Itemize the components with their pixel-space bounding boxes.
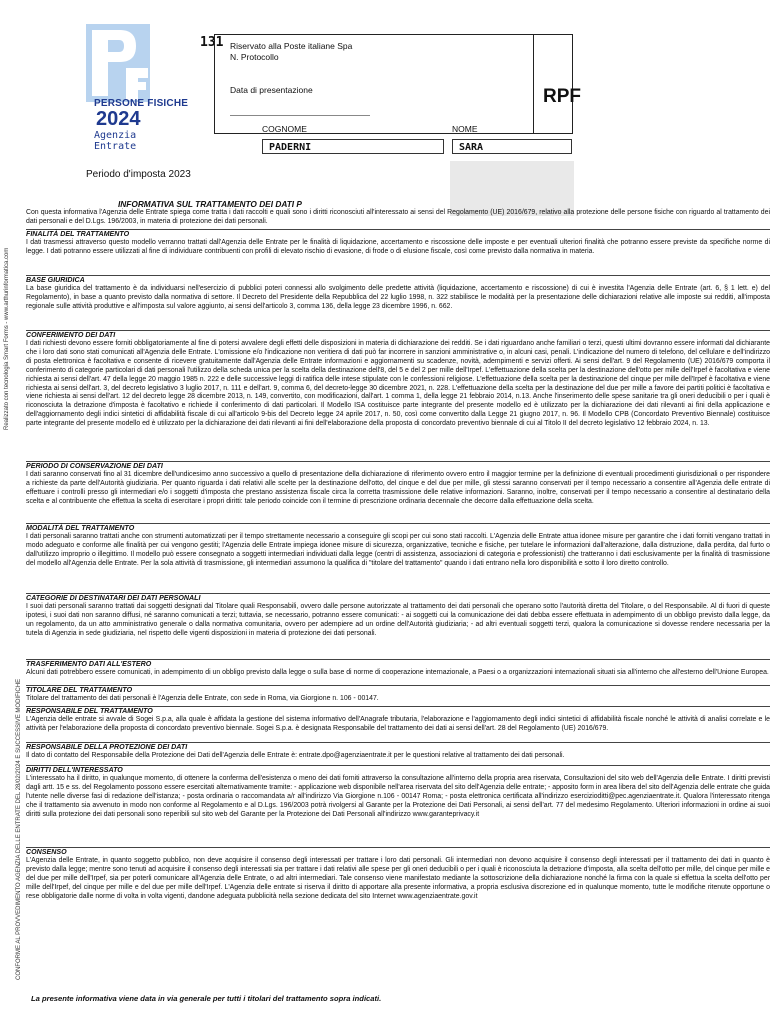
section-title: TRASFERIMENTO DATI ALL'ESTERO <box>26 660 152 668</box>
section-consenso <box>26 847 770 902</box>
tax-period: Periodo d'imposta 2023 <box>86 169 191 180</box>
section-trasferimento <box>26 659 770 678</box>
grey-header-block <box>450 161 574 216</box>
section-destinatari <box>26 593 770 639</box>
section-text: Alcuni dati potrebbero essere comunicati, in adempimento di un obbligo previsto dalla legge o sulla base di norme di cooperazione internazionale, a Paesi o a organizzazioni internazionali situati sia all'interno che all'esterno dell'Unione Europea. <box>26 669 769 676</box>
section-title: CATEGORIE DI DESTINATARI DEI DATI PERSONALI <box>26 594 201 602</box>
section-title: RESPONSABILE DELLA PROTEZIONE DEI DATI <box>26 743 188 751</box>
section-title: TITOLARE DEL TRATTAMENTO <box>26 686 133 694</box>
form-number: 131 <box>200 35 224 50</box>
section-text: I suoi dati personali saranno trattati dai soggetti designati dal Titolare quali Responsabili, ovvero dalle persone autorizzate al trattamento dei dati personali che operano sotto l'autorità diretta del Titolare, o del Responsabile. Al di fuori di queste ipotesi, i suoi dati non saranno diffusi, né saranno comunicati a terzi; tuttavia, se necessario, potranno essere comunicati: - ai soggetti cui la comunicazione dei dati debba essere effettuata in adempimento di un obbligo previsto dalla legge, da un regolamento, da un atto amministrativo generale o dalla normativa comunitaria, ovvero per adempiere ad un ordine dell'Autorità giudiziaria; - ad altri eventuali soggetti terzi, qualora la comunicazione si dovesse rendere necessaria per la tutela di Agenzia in sede giudiziaria, nel rispetto delle vigenti disposizioni in materia di protezione dei dati personali. <box>26 603 770 637</box>
protocol-label: N. Protocollo <box>230 52 279 62</box>
section-title: DIRITTI DELL'INTERESSATO <box>26 766 123 774</box>
section-text: Titolare del trattamento dei dati personali è l'Agenzia delle Entrate, con sede in Roma, via Giorgione n. 106 - 00147. <box>26 695 379 702</box>
section-text: I dati personali saranno trattati anche con strumenti automatizzati per il tempo strettamente necessario a conseguire gli scopi per cui sono stati raccolti. L'Agenzia delle Entrate attua idonee misure per garantire che i dati forniti vengano trattati in modo adeguato e conforme alle finalità per cui vengono gestiti; l'Agenzia delle Entrate impiega idonee misure di sicurezza, organizzative, tecniche e fisiche, per tutelare le informazioni dall'alterazione, dalla distruzione, dalla perdita, dal furto o dall'utilizzo improprio o illegittimo. Il modello può essere consegnato a soggetti intermediari individuati dalla legge (centri di assistenza, associazioni di categoria e professionisti) che tratteranno i dati esclusivamente per la finalità di trasmissione del modello all'Agenzia delle Entrate. Per la sola attività di trasmissione, gli intermediari assumono la qualifica di "titolare del trattamento" quando i dati entrano nella loro disponibilità e sotto il loro diretto controllo. <box>26 533 770 567</box>
section-title: BASE GIURIDICA <box>26 276 85 284</box>
section-title: RESPONSABILE DEL TRATTAMENTO <box>26 707 153 715</box>
vendor-vertical-text: Realizzato con tecnologia Smart Forms - www.arthurinformatica.com <box>4 247 10 430</box>
section-text: L'interessato ha il diritto, in qualunque momento, di ottenere la conferma dell'esistenza o meno dei dati forniti attraverso la consultazione all'interno della propria area riservata, Consultazioni del sito web dell'Agenzia delle Entrate. I diritti previsti dagli artt. 15 e ss. del Regolamento possono essere esercitati alternativamente tramite: - applicazione web disponibile nell'area riservata del sito dell'Agenzia delle entrate; - apposito form in area libera del sito dell'Agenzia delle entrate che guida l'utente nelle diverse fasi di redazione dell'istanza; - posta ordinaria o raccomandata a/r all'indirizzo Via Giorgione n.106 - 00147 Roma; - posta elettronica certificata all'indirizzo esercizioditti@pec.agenziaentrate.it. Qualora l'interessato ritenga che il trattamento sia avvenuto in modo non conforme al Regolamento e al D.Lgs. 196/2003 potrà rivolgersi al Garante per la Protezione dei Dati Personali, ai sensi dell'art. 77 del medesimo Regolamento. Ulteriori informazioni in ordine ai suoi diritti sulla protezione dei dati personali sono reperibili sul sito web del Garante per la Protezione dei Dati Personali all'indirizzo www.garanteprivacy.it <box>26 775 770 818</box>
section-text: I dati trasmessi attraverso questo modello verranno trattati dall'Agenzia delle Entrate per le finalità di liquidazione, accertamento e riscossione delle imposte e per eventuali ulteriori finalità che potranno essere previste da specifiche norme di legge. I dati potranno essere utilizzati al fine di individuare contribuenti con profili di elevato rischio di evasione, di frode o di elusione fiscale, così come previsto dalla normativa in materia. <box>26 239 770 255</box>
model-box <box>532 34 573 134</box>
section-text: La base giuridica del trattamento è da individuarsi nell'esercizio di pubblici poteri connessi allo svolgimento delle predette attività (liquidazione, accertamento e riscossione) di cui è investita l'Agenzia delle Entrate (art. 6, § 1 lett. e) del Regolamento), in base a quanto previsto dalla normativa di settore. Il Decreto del Presidente della Repubblica del 22 luglio 1998, n. 322 stabilisce le modalità per la presentazione delle dichiarazioni relative alle imposte sui redditi, all'imposta regionale sulle attività produttive e all'imposta sul valore aggiunto, ai sensi dell'articolo 3, comma 136, della legge 23 dicembre 1996, n. 662. <box>26 285 770 310</box>
section-title: FINALITÀ DEL TRATTAMENTO <box>26 230 130 238</box>
section-text: L'Agenzia delle entrate si avvale di Sogei S.p.a, alla quale è affidata la gestione del sistema informativo dell'Anagrafe tributaria, l'elaborazione e l'aggiornamento degli indici sintetici di affidabilità fiscale nonché le attività di analisi correlate e le attività per l'elaborazione della proposta di concordato preventivo biennale. Sogei S.p.a. è designata Responsabile del trattamento dei dati ai sensi dell'art. 28 del Regolamento (UE) 2016/679. <box>26 716 770 732</box>
section-modalita <box>26 523 770 569</box>
brand-year: 2024 <box>96 108 141 130</box>
section-conferimento <box>26 330 770 429</box>
section-title: CONSENSO <box>26 848 67 856</box>
submission-date-label: Data di presentazione <box>230 85 313 95</box>
section-diritti <box>26 765 770 820</box>
poste-box <box>214 34 534 134</box>
agency-logo <box>94 130 136 152</box>
poste-reserved-label: Riservato alla Poste italiane Spa <box>230 41 353 51</box>
section-text: L'Agenzia delle Entrate, in quanto soggetto pubblico, non deve acquisire il consenso degli interessati per trattare i loro dati personali. Gli intermediari non devono acquisire il consenso degli interessati per il trattamento dei dati in quanto è previsto dalla legge; mentre sono tenuti ad acquisire il consenso degli interessati sia per trattare i dati relativi alle spese per gli oneri deducibili o per i quali è riconosciuta la detrazione d'imposta, alla scelta dell'otto per mille, del cinque per mille e del due per mille dell'Irpef, sia per poterli comunicare all'Agenzia delle Entrate, o ad altri intermediari. Tale consenso viene manifestato mediante la sottoscrizione della dichiarazione nonché la firma con la quale si effettua la scelta dell'otto per mille dell'Irpef, del cinque per mille e del due per mille dell'Irpef. L'Agenzia delle entrate si riserva il diritto di apportare alla presente informativa, a propria esclusiva discrezione ed in qualunque momento, tutte le modifiche ritenute opportune o rese obbligatorie dalle norme di volta in volta vigenti, dandone adeguata pubblicità nella sezione dedicata del sito Internet www.agenziaentrate.gov.it <box>26 857 770 900</box>
section-titolare <box>26 685 770 704</box>
compliance-vertical-text: CONFORME AL PROVVEDIMENTO AGENZIA DELLE ENTRATE DEL 28/02/2024 E SUCCESSIVE MODIFICHE <box>16 678 22 980</box>
intro-paragraph: Con questa informativa l'Agenzia delle Entrate spiega come tratta i dati raccolti e quali sono i diritti riconosciuti all'interessato ai sensi del Regolamento (UE) 2016/679, relativo alla protezione delle persone fisiche con riguardo al trattamento dei dati personali e del D.Lgs. 196/2003, in materia di protezione dei dati personali. <box>26 209 770 225</box>
section-title: MODALITÀ DEL TRATTAMENTO <box>26 524 135 532</box>
agency-line-2: Entrate <box>94 141 137 152</box>
section-text: Il dato di contatto del Responsabile della Protezione dei Dati dell'Agenzia delle Entrate è: entrate.dpo@agenziaentrate.it per le questioni relative al trattamento dei dati personali. <box>26 752 565 759</box>
nome-field[interactable]: SARA <box>452 139 572 154</box>
agency-line-1: Agenzia <box>94 130 137 141</box>
section-title: PERIODO DI CONSERVAZIONE DEI DATI <box>26 462 163 470</box>
section-dpo <box>26 742 770 761</box>
section-text: I dati saranno conservati fino al 31 dicembre dell'undicesimo anno successivo a quello di presentazione della dichiarazione di riferimento ovvero entro il maggior termine per la definizione di eventuali procedimenti giurisdizionali o per rispondere a richieste da parte dell'Autorità giudiziaria. Per quanto riguarda i dati relativi alle scelte per la destinazione dell'otto, del cinque e del due per mille, gli stessi saranno conservati per il tempo necessario a consentire all'Agenzia delle entrate di effettuare i controlli presso gli intermediari e/o i soggetti d'imposta che prestano assistenza fiscale circa la corretta trasmissione delle relative informazioni. Saranno, inoltre, conservati per il tempo necessario a consentire al destinatario della scelta e al contribuente che effettua la scelta di esercitare i propri diritti: tale periodo coincide con il termine di prescrizione ordinaria decennale che decorre dalla effettuazione della scelta. <box>26 471 770 505</box>
document-title: INFORMATIVA SUL TRATTAMENTO DEI DATI P <box>118 199 302 209</box>
section-finalita <box>26 229 770 257</box>
section-conservazione <box>26 461 770 507</box>
final-note: La presente informativa viene data in via generale per tutti i titolari del trattamento sopra indicati. <box>31 994 382 1003</box>
model-code: RPF <box>543 86 581 107</box>
section-title: CONFERIMENTO DEI DATI <box>26 331 116 339</box>
submission-date-field[interactable] <box>230 115 370 116</box>
cognome-label: COGNOME <box>262 124 307 134</box>
brand-line: PERSONE FISICHE <box>94 98 189 109</box>
pf-logo-mark <box>86 24 150 102</box>
nome-label: NOME <box>452 124 478 134</box>
section-text: I dati richiesti devono essere forniti obbligatoriamente al fine di potersi avvalere degli effetti delle disposizioni in materia di dichiarazione dei redditi. Se i dati riguardano anche familiari o terzi, questi ultimi dovranno essere informati dal dichiarante che i loro dati sono stati comunicati all'Agenzia delle Entrate. L'omissione e/o l'indicazione non veritiera di dati può far incorrere in sanzioni amministrative o, in alcuni casi, penali. L'indicazione del numero di telefono, del cellulare e dell'indirizzo di posta elettronica è facoltativa e consente di ricevere gratuitamente dall'Agenzia delle Entrate informazioni e aggiornamenti su scadenze, novità, adempimenti e servizi offerti. Ai sensi dell'art. 9 del Regolamento (UE) 2016/679 comporta il conferimento di categorie particolari di dati personali l'utilizzo della scheda unica per la scelta della destinazione dell'8, del 5 e del 2 per mille dell'Irpef. L'effettuazione della scelta per la destinazione dell'otto per mille dell'Irpef è facoltativa e viene richiesta ai sensi dell'art. 47 della legge 20 maggio 1985 n. 222 e delle successive leggi di ratifica delle intese stipulate con le confessioni religiose. L'effettuazione della scelta per la destinazione del cinque per mille dell'Irpef è facoltativa e viene richiesta ai sensi dell'art. 3, del decreto legislativo 3 luglio 2017, n. 111 e dell'art. 9, comma 6, del decreto-legge 30 dicembre 2021, n. 228. L'effettuazione della scelta per la destinazione del due per mille a favore dei partiti politici è facoltativa e viene richiesta ai sensi dell'art. 12 del decreto legge 28 dicembre 2013, n. 149, convertito, con modificazioni, dall'art. 1 comma 1, della legge 21 febbraio 2014, n.13. Anche l'inserimento delle spese sanitarie tra gli oneri deducibili o per i quali è riconosciuta la detrazione d'imposta è facoltativo e richiede il conferimento di dati particolari. Il Modello ISA costituisce parte integrante del presente modello ed è utilizzato per la dichiarazione dei dati rilevanti ai fini della applicazione e dell'aggiornamento degli indici sintetici di affidabilità fiscale di cui all'articolo 9-bis del Decreto legge 24 aprile 2017, n. 50, così come convertito dalla Legge 21 giugno 2017, n. 96. Il Modello CPB (Concordato Preventivo Biennale) costituisce parte integrante del presente modello ed è utilizzato per la dichiarazione dei dati rilevanti ai fini dell'elaborazione della proposta di concordato preventivo biennale di cui al Titolo II del decreto legislativo 12 febbraio 2024, n. 13. <box>26 340 770 428</box>
cognome-field[interactable]: PADERNI <box>262 139 444 154</box>
section-base-giuridica <box>26 275 770 312</box>
section-responsabile <box>26 706 770 734</box>
